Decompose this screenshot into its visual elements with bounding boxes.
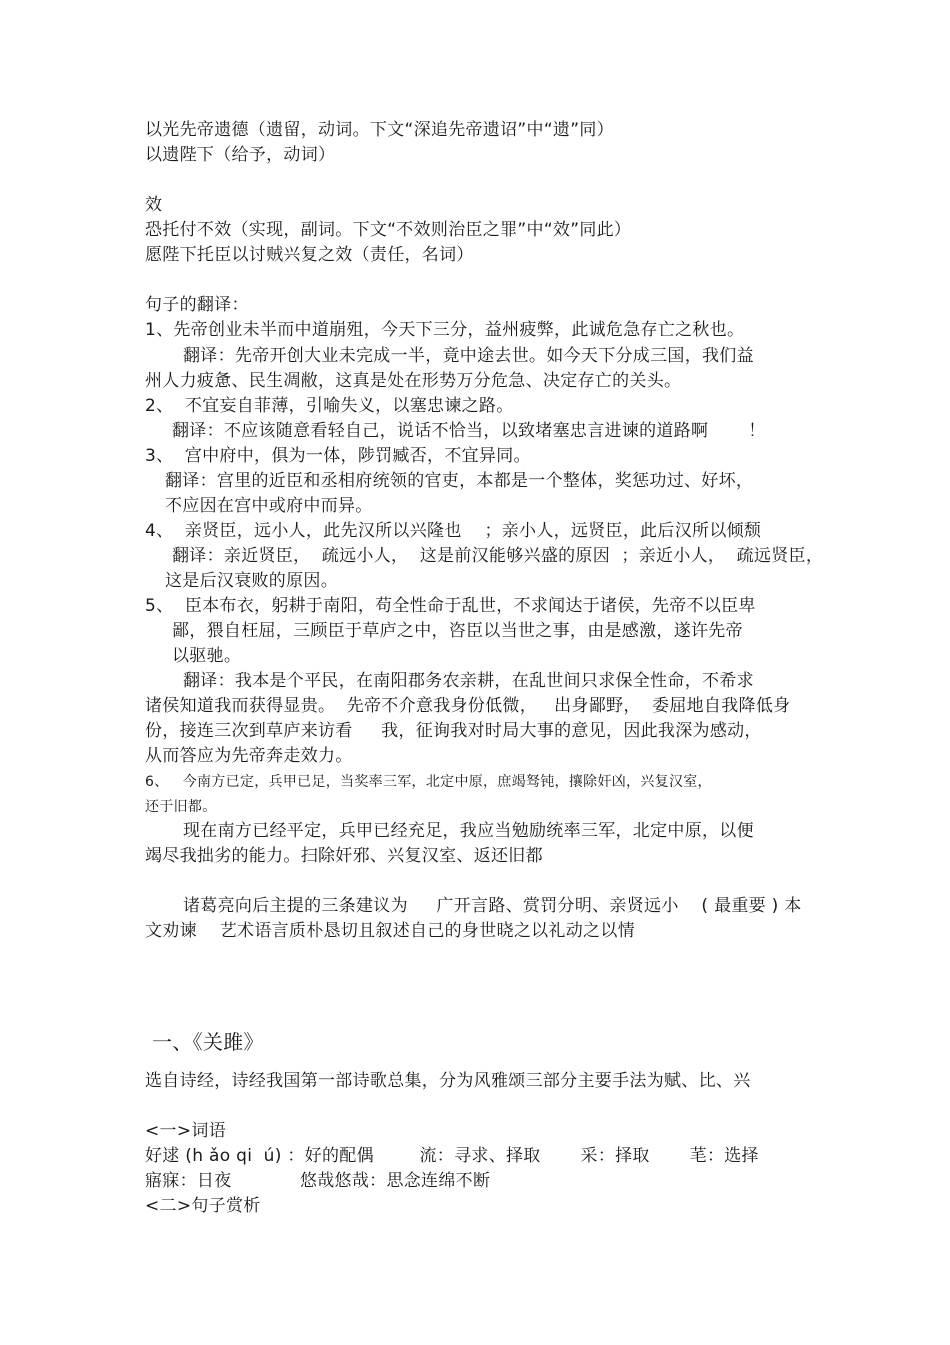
text-line: 选自诗经，诗经我国第一部诗歌总集，分为风雅颂三部分主要手法为赋、比、兴 <box>145 1071 751 1091</box>
translation-line: 翻译：亲近贤臣， 疏远小人， 这是前汉能够兴盛的原因 ；亲近小人， 疏远贤臣， <box>172 546 824 566</box>
sentence-line: 4、 亲贤臣，远小人，此先汉所以兴隆也 ；亲小人，远贤臣，此后汉所以倾颓 <box>145 521 762 541</box>
sentence-line: 6、 今南方已定，兵甲已足，当奖率三军，北定中原，庶竭驽钝，攘除奸凶，兴复汉室， <box>145 774 712 790</box>
subsection-label: <二>句子赏析 <box>145 1196 261 1216</box>
text-line: 以遗陛下（给予，动词） <box>145 145 336 165</box>
text-line: 恐托付不效（实现，副词。下文“不效则治臣之罪”中“效”同此） <box>145 220 632 240</box>
translation-line: 翻译：先帝开创大业未完成一半，竟中途去世。如今天下分成三国，我们益 <box>183 346 754 366</box>
vocab-line: 好逑 (h ǎo qi ú) ：好的配偶 流：寻求、择取 采：择取 芼：选择 <box>145 1146 759 1166</box>
sentence-line: 5、 臣本布衣，躬耕于南阳，苟全性命于乱世，不求闻达于诸侯，先帝不以臣卑 <box>145 596 756 616</box>
text-line: 以光先帝遗德（遗留，动词。下文“深追先帝遗诏”中“遗”同） <box>145 120 614 140</box>
sentence-line: 1、先帝创业未半而中道崩殂，今天下三分，益州疲弊，此诚危急存亡之秋也。 <box>145 320 745 340</box>
sentence-line: 鄙，猥自枉屈，三顾臣于草庐之中，咨臣以当世之事，由是感激，遂许先帝 <box>172 621 743 641</box>
translation-line: 翻译：不应该随意看轻自己，说话不恰当，以致堵塞忠言进谏的道路啊 ！ <box>172 421 766 441</box>
sentence-line: 以驱驰。 <box>172 646 242 666</box>
sentence-line: 还于旧都。 <box>145 799 217 815</box>
summary-line: 文劝谏 艺术语言质朴恳切且叙述自己的身世晓之以礼动之以情 <box>145 921 635 941</box>
summary-line: 诸葛亮向后主提的三条建议为 广开言路、赏罚分明、亲贤远小 ( 最重要 ) 本 <box>183 896 802 916</box>
translation-line: 州人力疲惫、民生凋敝，这真是处在形势万分危急、决定存亡的关头。 <box>145 371 682 391</box>
text-line: 愿陛下托臣以讨贼兴复之效（责任，名词） <box>145 245 474 265</box>
translation-line: 这是后汉衰败的原因。 <box>165 571 338 591</box>
translation-line: 竭尽我拙劣的能力。扫除奸邪、兴复汉室、返还旧都 <box>145 846 543 866</box>
sentence-line: 3、 宫中府中，俱为一体，陟罚臧否，不宜异同。 <box>145 446 531 466</box>
translation-line: 诸侯知道我而获得显贵。 先帝不介意我身份低微， 出身鄙野， 委屈地自我降低身 <box>145 696 791 716</box>
section-heading: 一、《关雎》 <box>152 1030 264 1054</box>
translation-line: 不应因在宫中或府中而异。 <box>165 496 373 516</box>
vocab-line: 寤寐：日夜 悠哉悠哉：思念连绵不断 <box>145 1171 491 1191</box>
translation-line: 份，接连三次到草庐来访看 我，征询我对时局大事的意见，因此我深为感动， <box>145 721 762 741</box>
sentence-line: 2、 不宜妄自菲薄，引喻失义，以塞忠谏之路。 <box>145 396 514 416</box>
translation-line: 翻译：宫里的近臣和丞相府统领的官吏，本都是一个整体，奖惩功过、好坏， <box>165 471 754 491</box>
subsection-label: <一>词语 <box>145 1121 226 1141</box>
translation-line: 翻译：我本是个平民，在南阳郡务农亲耕，在乱世间只求保全性命，不希求 <box>183 671 754 691</box>
translation-line: 从而答应为先帝奔走效力。 <box>145 746 353 766</box>
translation-line: 现在南方已经平定，兵甲已经充足，我应当勉励统率三军，北定中原，以便 <box>183 821 754 841</box>
section-label: 效 <box>145 195 163 215</box>
section-label: 句子的翻译： <box>145 295 249 315</box>
